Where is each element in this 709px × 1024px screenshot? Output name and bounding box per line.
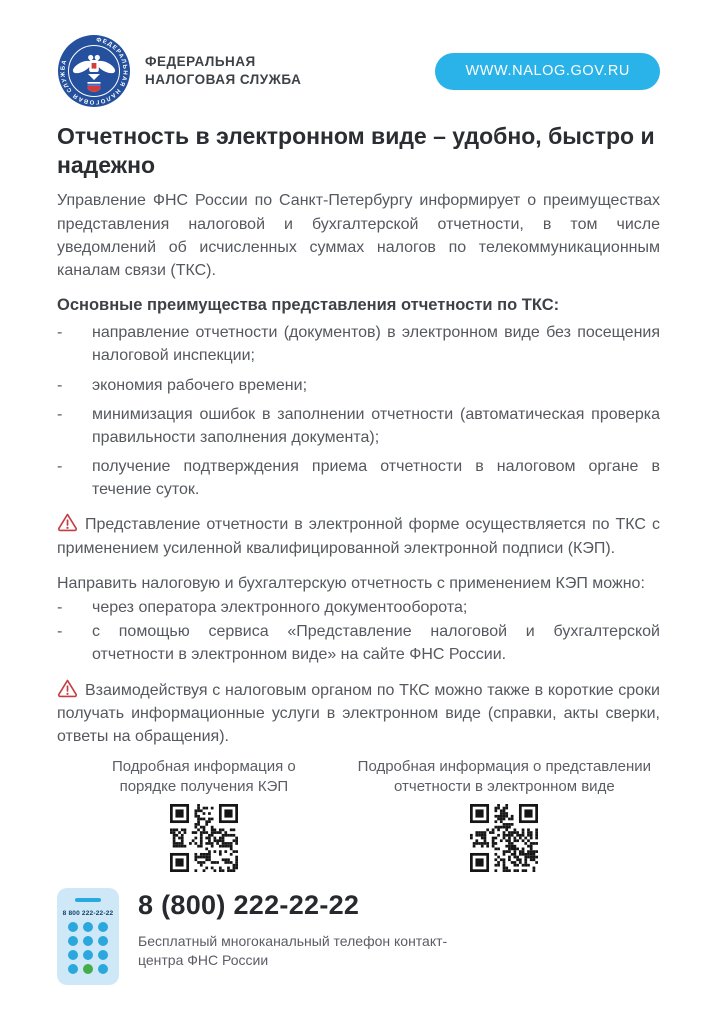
list-item bbox=[57, 321, 660, 367]
intro-paragraph: Управление ФНС России по Санкт-Петербургу информирует о преимуществах представления налоговой и бухгалтерской отчетности, в том числе уведомлений об исчисленных суммах налогов по телекоммуникационным каналам связи (ТКС). bbox=[57, 192, 660, 279]
qr-caption: Подробная информация о порядке получения КЭП bbox=[112, 758, 296, 796]
warning-paragraph-1 bbox=[57, 513, 660, 559]
svg-text:ФЕДЕРАЛЬНАЯ НАЛОГОВАЯ СЛУЖБА: ФЕДЕРАЛЬНАЯ НАЛОГОВАЯ СЛУЖБА bbox=[60, 37, 128, 105]
dash-marker: - bbox=[57, 599, 63, 617]
list-item-text: получение подтверждения приема отчетности в налоговом органе в течение суток. bbox=[92, 458, 660, 499]
list-item-text: с помощью сервиса «Представление налоговой и бухгалтерской отчетности в электронном виде» на сайте ФНС России. bbox=[92, 623, 660, 664]
warning-paragraph-2 bbox=[57, 679, 660, 749]
logo-text bbox=[145, 53, 301, 88]
website-button[interactable]: WWW.NALOG.GOV.RU bbox=[435, 53, 660, 90]
dash-marker: - bbox=[57, 458, 63, 476]
list-item-text: экономия рабочего времени; bbox=[92, 376, 308, 394]
header bbox=[57, 34, 660, 108]
list-item bbox=[57, 620, 660, 666]
phone-speaker-bar bbox=[75, 898, 101, 902]
list-item bbox=[57, 596, 660, 619]
list-item bbox=[57, 455, 660, 501]
dash-marker: - bbox=[57, 623, 63, 641]
warning-icon bbox=[57, 513, 78, 532]
qr-block-reporting bbox=[349, 757, 660, 872]
phone-icon bbox=[57, 888, 119, 985]
list-item-text: направление отчетности (документов) в электронном виде без посещения налоговой инспекции; bbox=[92, 324, 660, 365]
list-item bbox=[57, 374, 660, 397]
hotline-number: 8 (800) 222-22-22 bbox=[138, 889, 360, 920]
qr-caption: Подробная информация о представлении отчетности в электронном виде bbox=[357, 758, 652, 796]
warning-text: Взаимодействуя с налоговым органом по ТКС можно также в короткие сроки получать информационные услуги в электронном виде (справки, акты сверки, ответы на обращения). bbox=[57, 681, 660, 745]
phone-icon-number: 8 800 222-22-22 bbox=[62, 909, 114, 917]
list-item-text: через оператора электронного документооборота; bbox=[92, 599, 468, 617]
dash-marker: - bbox=[57, 324, 63, 342]
dash-marker: - bbox=[57, 405, 63, 423]
page-title: Отчетность в электронном виде – удобно, быстро и надежно bbox=[57, 123, 655, 179]
phone-keypad bbox=[68, 922, 108, 974]
kep-lead-paragraph: Направить налоговую и бухгалтерскую отчетность с применением КЭП можно: bbox=[57, 574, 645, 592]
footer-text bbox=[138, 888, 468, 971]
warning-text: Представление отчетности в электронной форме осуществляется по ТКС с применением усиленной квалифицированной электронной подписи (КЭП). bbox=[57, 516, 660, 557]
list-item bbox=[57, 403, 660, 449]
kep-list bbox=[57, 596, 660, 667]
qr-section bbox=[57, 757, 660, 872]
list-item-text: минимизация ошибок в заполнении отчетности (автоматическая проверка правильности заполнения документа); bbox=[92, 405, 660, 446]
qr-code-kep bbox=[170, 804, 238, 872]
qr-block-kep bbox=[85, 757, 323, 872]
advantages-heading: Основные преимущества представления отчетности по ТКС: bbox=[57, 296, 560, 315]
hotline-caption: Бесплатный многоканальный телефон контакт-центра ФНС России bbox=[138, 932, 448, 969]
qr-code-reporting bbox=[470, 804, 538, 872]
footer bbox=[57, 888, 660, 985]
dash-marker: - bbox=[57, 376, 63, 394]
logo-line-1: ФЕДЕРАЛЬНАЯ bbox=[145, 54, 256, 70]
logo-line-2: НАЛОГОВАЯ СЛУЖБА bbox=[145, 72, 302, 87]
advantages-list bbox=[57, 321, 660, 501]
fns-emblem-icon bbox=[57, 34, 131, 108]
warning-icon bbox=[57, 679, 78, 698]
